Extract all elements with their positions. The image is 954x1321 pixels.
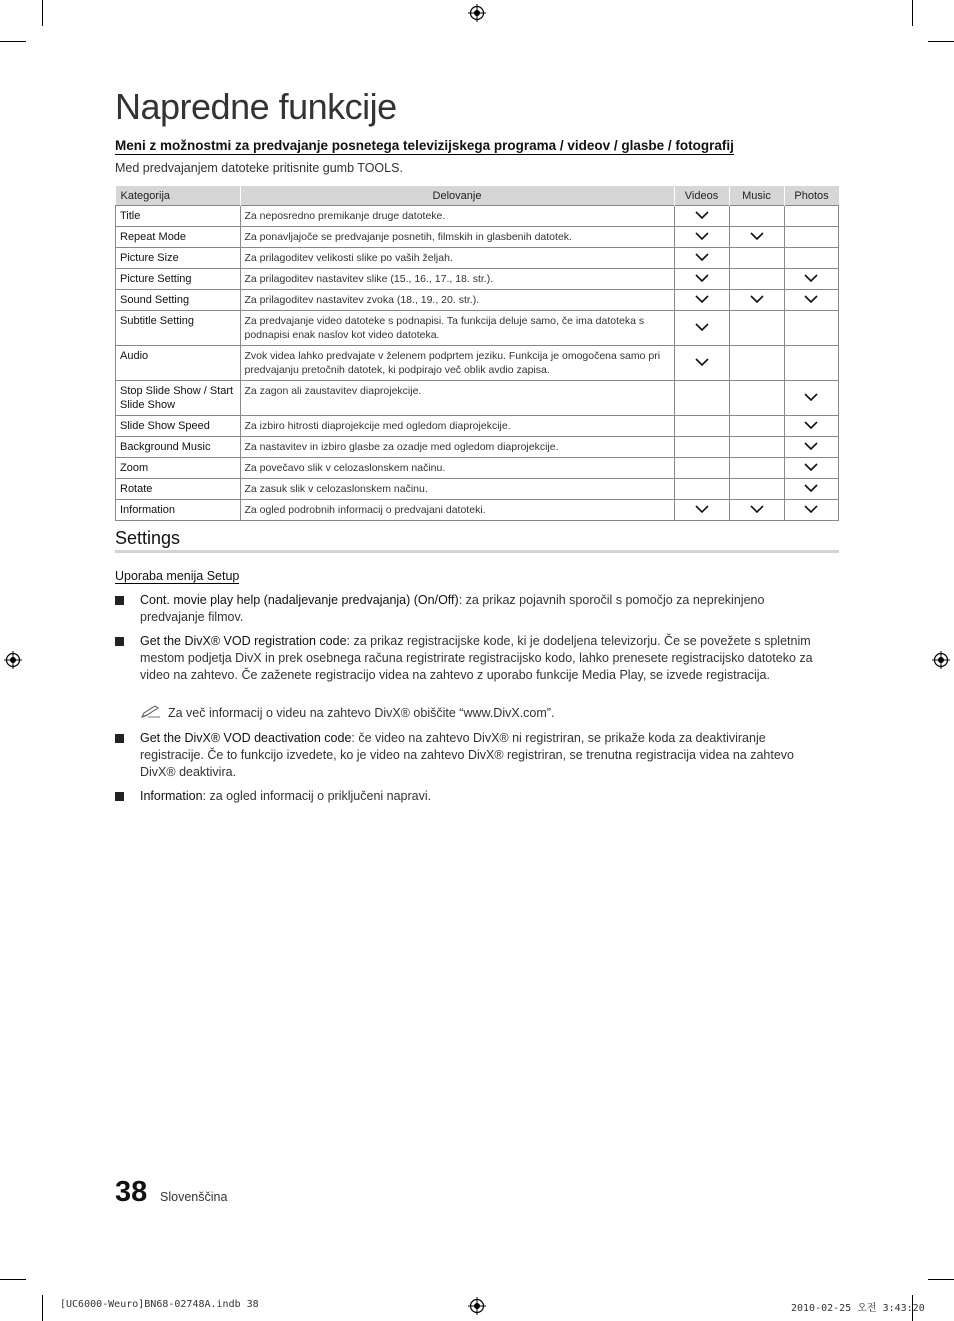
chevron-check-icon xyxy=(750,232,764,240)
row-music-cell xyxy=(729,206,784,227)
row-photos-cell xyxy=(784,416,839,437)
settings-title: Settings xyxy=(115,528,181,548)
pencil-note-icon xyxy=(140,705,162,719)
tools-button-label: TOOLS xyxy=(357,161,400,175)
row-photos-cell xyxy=(784,311,839,346)
row-description: Za predvajanje video datoteke s podnapisi. Ta funkcija deluje samo, če ima datoteka s podnapisi enak naslov kot video datoteka. xyxy=(240,311,674,346)
crop-mark xyxy=(42,1295,43,1321)
bullet-square-icon xyxy=(115,596,124,605)
row-category: Title xyxy=(116,206,241,227)
row-music-cell xyxy=(729,500,784,521)
chevron-check-icon xyxy=(750,295,764,303)
header-category: Kategorija xyxy=(116,186,241,206)
chevron-check-icon xyxy=(695,358,709,366)
chevron-check-icon xyxy=(695,211,709,219)
chevron-check-icon xyxy=(695,274,709,282)
table-row xyxy=(116,437,839,458)
chevron-check-icon xyxy=(804,274,818,282)
list-item: Get the DivX® VOD registration code: za prikaz registracijske kode, ki je dodeljena televizorju. Če se povežete s spletnim mestom podjetja DivX in prek osebnega računa registrirate registracijsko kodo, lahko prenesete registracijsko datoteko za video na zahtevo. Če zaženete registracijo videa na zahtevo z uporabo funkcije Media Play, se izvede registracija. xyxy=(115,633,815,684)
row-photos-cell xyxy=(784,479,839,500)
registration-mark-icon xyxy=(468,1297,486,1315)
row-photos-cell xyxy=(784,248,839,269)
row-photos-cell xyxy=(784,458,839,479)
chevron-check-icon xyxy=(804,484,818,492)
table-row xyxy=(116,458,839,479)
feature-table xyxy=(115,186,839,521)
table-row xyxy=(116,311,839,346)
table-row xyxy=(116,206,839,227)
print-timestamp: 2010-02-25 오전 3:43:20 xyxy=(791,1303,925,1314)
table-row xyxy=(116,479,839,500)
crop-mark xyxy=(928,1279,954,1280)
crop-mark xyxy=(0,41,26,42)
registration-mark-icon xyxy=(468,4,486,22)
bullet-square-icon xyxy=(115,734,124,743)
row-category: Subtitle Setting xyxy=(116,311,241,346)
row-music-cell xyxy=(729,381,784,416)
row-description: Za nastavitev in izbiro glasbe za ozadje med ogledom diaprojekcije. xyxy=(240,437,674,458)
row-description: Za povečavo slik v celozaslonskem načinu. xyxy=(240,458,674,479)
registration-mark-icon xyxy=(4,651,22,669)
row-music-cell xyxy=(729,346,784,381)
item-term: Information xyxy=(140,789,203,803)
row-music-cell xyxy=(729,479,784,500)
table-row xyxy=(116,227,839,248)
row-music-cell xyxy=(729,290,784,311)
row-category: Rotate xyxy=(116,479,241,500)
setup-subheading: Uporaba menija Setup xyxy=(115,569,240,583)
page-number: 38 xyxy=(115,1176,148,1208)
row-videos-cell xyxy=(674,206,729,227)
row-music-cell xyxy=(729,458,784,479)
registration-mark-icon xyxy=(932,651,950,669)
file-info: [UC6000-Weuro]BN68-02748A.indb 38 xyxy=(60,1299,259,1310)
row-videos-cell xyxy=(674,290,729,311)
chevron-check-icon xyxy=(695,505,709,513)
row-videos-cell xyxy=(674,346,729,381)
row-videos-cell xyxy=(674,500,729,521)
chevron-check-icon xyxy=(695,323,709,331)
chevron-check-icon xyxy=(695,295,709,303)
row-category: Zoom xyxy=(116,458,241,479)
list-item: Information: za ogled informacij o priključeni napravi. xyxy=(115,788,815,805)
chevron-check-icon xyxy=(695,253,709,261)
row-description: Zvok videa lahko predvajate v želenem podprtem jeziku. Funkcija je omogočena samo pri predvajanju pretočnih datotek, ki podpirajo več oblik avdio zapisa. xyxy=(240,346,674,381)
row-description: Za izbiro hitrosti diaprojekcije med ogledom diaprojekcije. xyxy=(240,416,674,437)
header-music: Music xyxy=(729,186,784,206)
row-description: Za prilagoditev nastavitev zvoka (18., 19., 20. str.). xyxy=(240,290,674,311)
row-music-cell xyxy=(729,269,784,290)
chevron-check-icon xyxy=(804,421,818,429)
row-photos-cell xyxy=(784,381,839,416)
row-description: Za neposredno premikanje druge datoteke. xyxy=(240,206,674,227)
page-title: Napredne funkcije xyxy=(115,86,397,127)
crop-mark xyxy=(928,41,954,42)
note: Za več informacij o videu na zahtevo DivX® obiščite “www.DivX.com”. xyxy=(140,705,554,720)
row-description: Za zasuk slik v celozaslonskem načinu. xyxy=(240,479,674,500)
row-photos-cell xyxy=(784,206,839,227)
table-row xyxy=(116,269,839,290)
list-item: Cont. movie play help (nadaljevanje predvajanja) (On/Off): za prikaz pojavnih sporočil s pomočjo za neprekinjeno predvajanje filmov. xyxy=(115,592,815,626)
row-category: Slide Show Speed xyxy=(116,416,241,437)
item-term: Get the DivX® VOD deactivation code xyxy=(140,731,352,745)
row-music-cell xyxy=(729,227,784,248)
header-photos: Photos xyxy=(784,186,839,206)
row-category: Information xyxy=(116,500,241,521)
row-videos-cell xyxy=(674,269,729,290)
chevron-check-icon xyxy=(804,295,818,303)
chevron-check-icon xyxy=(695,232,709,240)
row-description: Za prilagoditev nastavitev slike (15., 16., 17., 18. str.). xyxy=(240,269,674,290)
row-description: Za prilagoditev velikosti slike po vaših željah. xyxy=(240,248,674,269)
section-heading: Meni z možnostmi za predvajanje posnetega televizijskega programa / videov / glasbe / fotografij xyxy=(115,138,734,153)
bullet-square-icon xyxy=(115,792,124,801)
row-videos-cell xyxy=(674,311,729,346)
row-photos-cell xyxy=(784,227,839,248)
crop-mark xyxy=(0,1279,26,1280)
item-term: Cont. movie play help (nadaljevanje predvajanja) (On/Off) xyxy=(140,593,459,607)
row-description: Za ogled podrobnih informacij o predvajani datoteki. xyxy=(240,500,674,521)
row-music-cell xyxy=(729,311,784,346)
row-videos-cell xyxy=(674,437,729,458)
row-videos-cell xyxy=(674,381,729,416)
item-term: Get the DivX® VOD registration code xyxy=(140,634,347,648)
chevron-check-icon xyxy=(804,463,818,471)
table-row xyxy=(116,500,839,521)
row-music-cell xyxy=(729,437,784,458)
row-category: Background Music xyxy=(116,437,241,458)
table-row xyxy=(116,346,839,381)
row-videos-cell xyxy=(674,416,729,437)
language-label: Slovenščina xyxy=(160,1190,228,1204)
table-row xyxy=(116,381,839,416)
row-category: Sound Setting xyxy=(116,290,241,311)
row-videos-cell xyxy=(674,479,729,500)
row-photos-cell xyxy=(784,500,839,521)
row-photos-cell xyxy=(784,346,839,381)
row-photos-cell xyxy=(784,269,839,290)
row-category: Picture Setting xyxy=(116,269,241,290)
chevron-check-icon xyxy=(750,505,764,513)
table-row xyxy=(116,416,839,437)
header-function: Delovanje xyxy=(240,186,674,206)
header-videos: Videos xyxy=(674,186,729,206)
row-videos-cell xyxy=(674,458,729,479)
chevron-check-icon xyxy=(804,442,818,450)
row-description: Za ponavljajoče se predvajanje posnetih, filmskih in glasbenih datotek. xyxy=(240,227,674,248)
bullet-square-icon xyxy=(115,637,124,646)
row-music-cell xyxy=(729,248,784,269)
crop-mark xyxy=(42,0,43,26)
crop-mark xyxy=(912,0,913,26)
chevron-check-icon xyxy=(804,505,818,513)
table-row xyxy=(116,248,839,269)
intro-text: Med predvajanjem datoteke pritisnite gumb TOOLS. xyxy=(115,161,403,175)
row-videos-cell xyxy=(674,248,729,269)
row-description: Za zagon ali zaustavitev diaprojekcije. xyxy=(240,381,674,416)
row-category: Repeat Mode xyxy=(116,227,241,248)
table-row xyxy=(116,290,839,311)
row-category: Stop Slide Show / Start Slide Show xyxy=(116,381,241,416)
row-photos-cell xyxy=(784,437,839,458)
list-item: Get the DivX® VOD deactivation code: če video na zahtevo DivX® ni registriran, se prikaže koda za deaktiviranje registracije. Če to funkcijo izvedete, ko je video na zahtevo DivX® registriran, se trenutna registracija videa na zahtevo DivX® deaktivira. xyxy=(115,730,815,781)
row-category: Audio xyxy=(116,346,241,381)
row-music-cell xyxy=(729,416,784,437)
table-header xyxy=(116,186,839,206)
chevron-check-icon xyxy=(804,393,818,401)
row-videos-cell xyxy=(674,227,729,248)
row-photos-cell xyxy=(784,290,839,311)
row-category: Picture Size xyxy=(116,248,241,269)
settings-divider xyxy=(115,550,839,553)
